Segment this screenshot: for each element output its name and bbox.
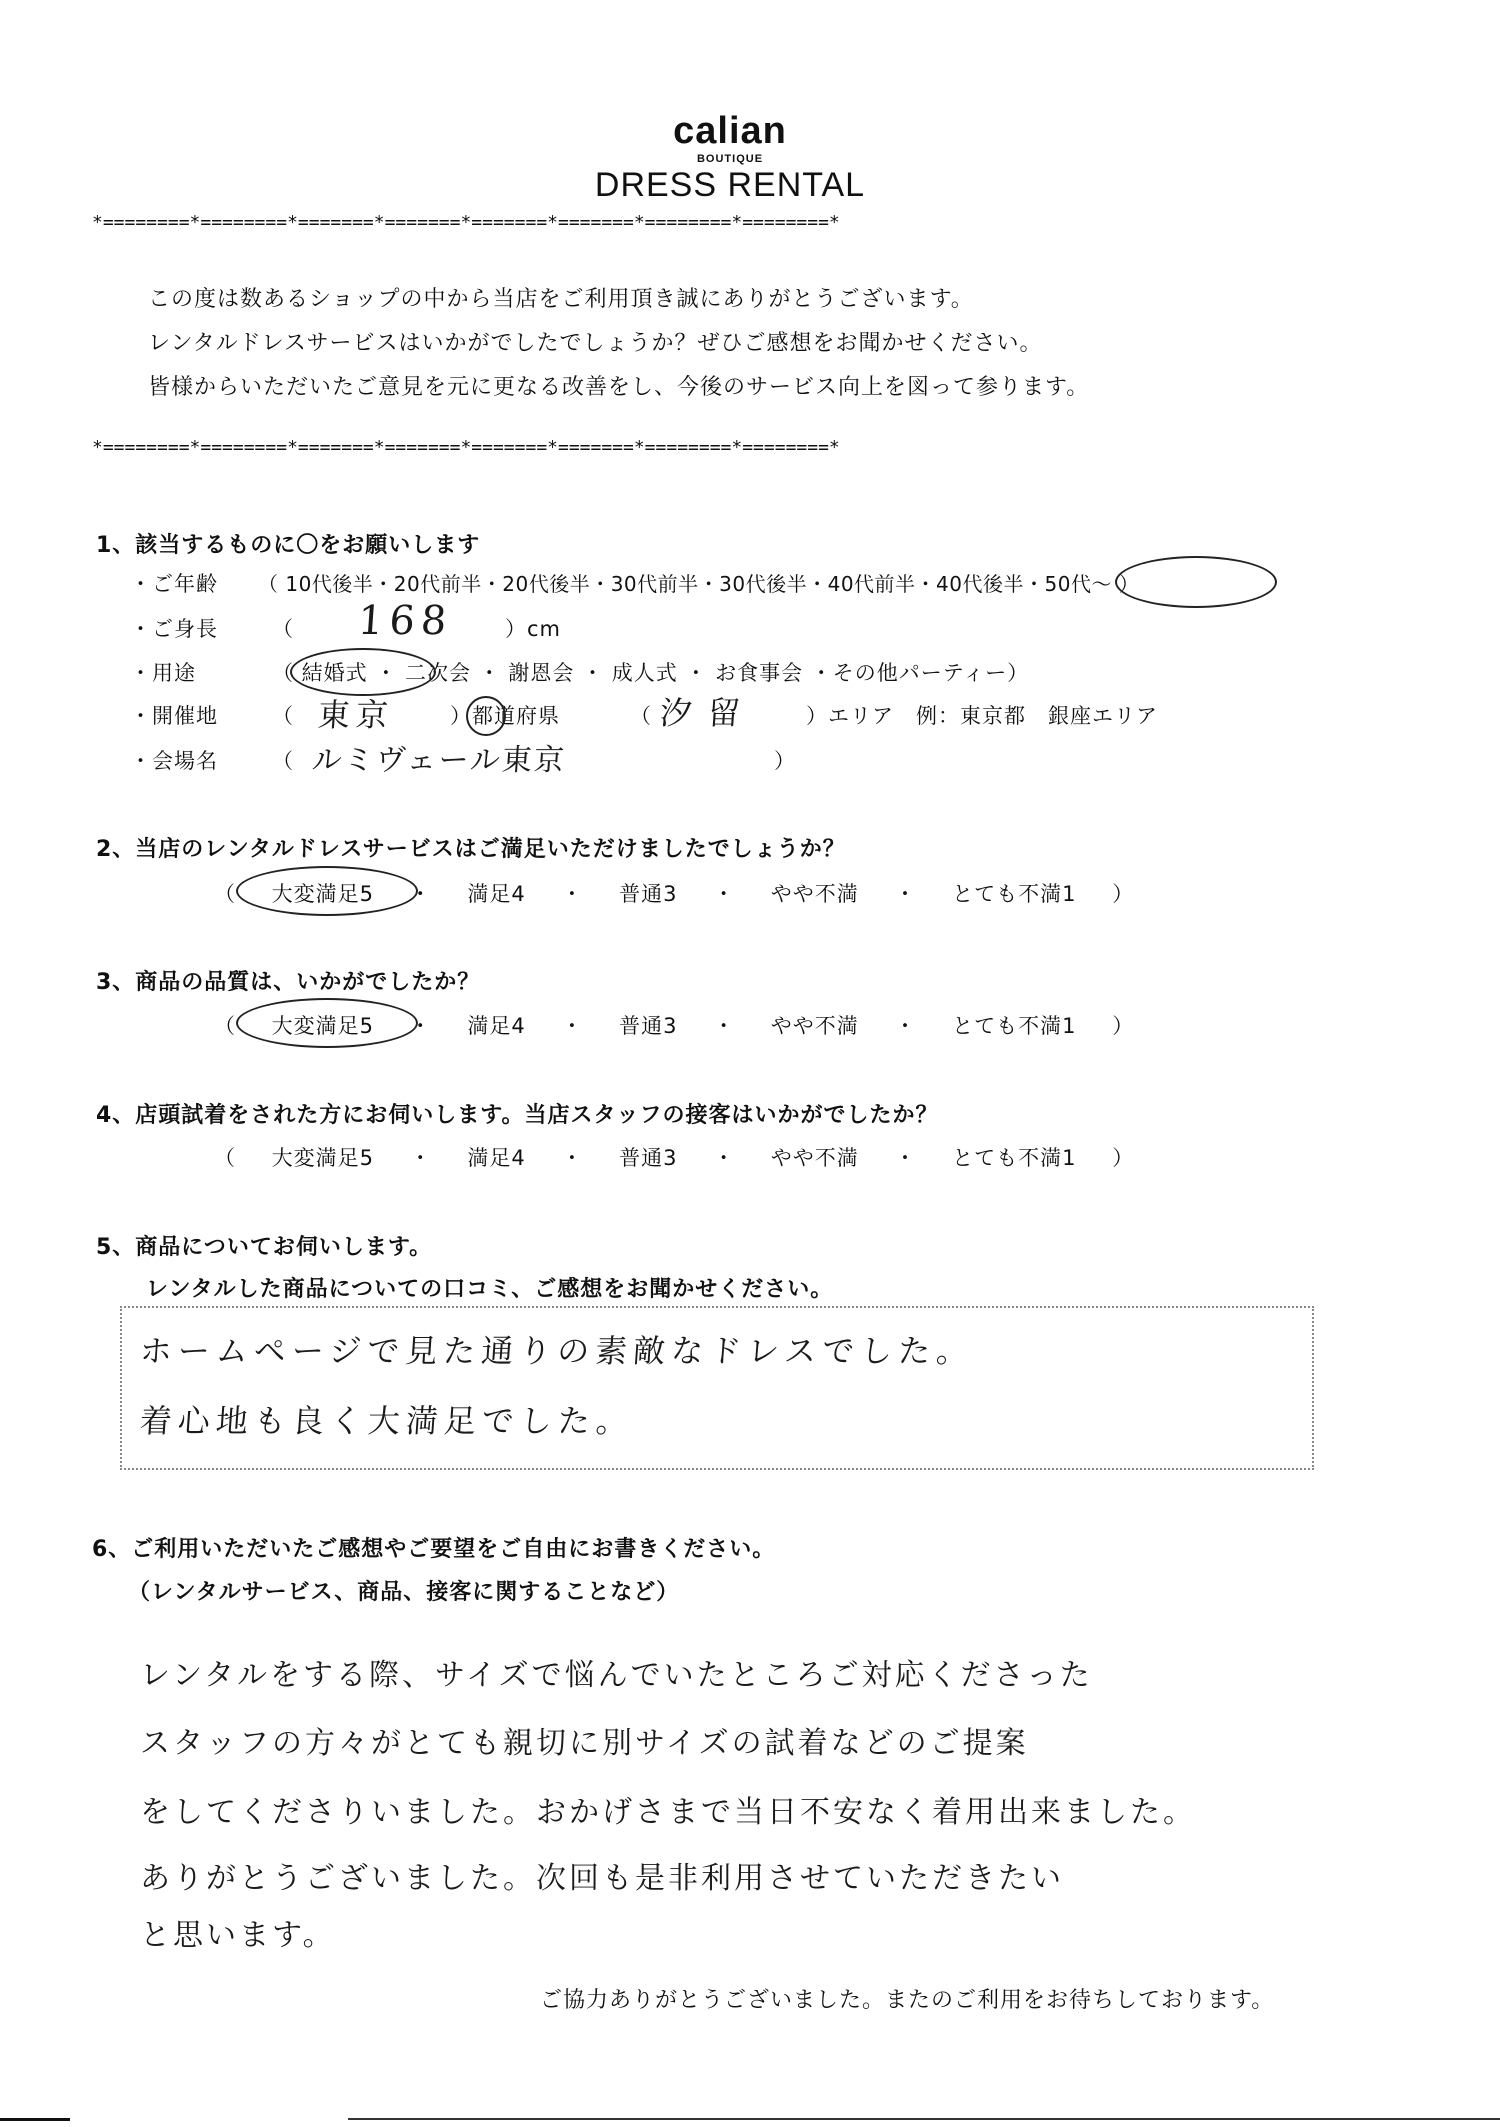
q6-answer-line-3: をしてくださりいました。おかげさまで当日不安なく着用出来ました。	[140, 1795, 1196, 1830]
q2-selection-circle	[236, 866, 418, 916]
q6-answer-line-1: レンタルをする際、サイズで悩んでいたところご対応くださった	[140, 1658, 1093, 1693]
q4-title: 4、店頭試着をされた方にお伺いします。当店スタッフの接客はいかがでしたか？	[96, 1103, 939, 1128]
bottom-edge-line-left	[0, 2118, 70, 2121]
intro-line-1: この度は数あるショップの中から当店をご利用頂き誠にありがとうございます。	[148, 287, 974, 312]
q1-venue-name-value: ルミヴェール東京	[310, 743, 568, 778]
q6-answer-line-2: スタッフの方々がとても親切に別サイズの試着などのご提案	[140, 1726, 1029, 1761]
q5-answer-line-2: 着心地も良く大満足でした。	[138, 1402, 636, 1440]
q1-venue-area-open2: （	[630, 704, 652, 728]
logo-calian: calian	[673, 110, 787, 152]
q1-venue-area-open: （	[272, 704, 294, 728]
age-selection-circle	[1115, 556, 1277, 608]
separator-bottom: *========*========*=======*=======*=======*=======*========*========*	[92, 437, 840, 458]
q5-title: 5、商品についてお伺いします。	[96, 1235, 433, 1260]
q1-venue-area-suffix: ）エリア 例：東京都 銀座エリア	[806, 704, 1158, 728]
q3-title: 3、商品の品質は、いかがでしたか？	[96, 970, 481, 995]
q1-title: 1、該当するものに〇をお願いします	[96, 533, 481, 558]
q5-subtitle: レンタルした商品についての口コミ、ご感想をお聞かせください。	[146, 1277, 834, 1302]
q1-purpose-options: （ 結婚式 ・ 二次会 ・ 謝恩会 ・ 成人式 ・ お食事会 ・その他パーティー）	[272, 661, 1030, 685]
prefecture-type-circle	[466, 696, 506, 736]
q1-venue-pref-value: 東京	[316, 696, 396, 734]
q1-height-label: ・ご身長	[130, 617, 218, 641]
q3-scale: （ 大変満足5 ・ 満足4 ・ 普通3 ・ やや不満 ・ とても不満1 ）	[214, 1014, 1135, 1038]
q6-title: 6、ご利用いただいたご感想やご要望をご自由にお書きください。	[92, 1537, 776, 1562]
separator-top: *========*========*=======*=======*=======*=======*========*========*	[92, 212, 840, 233]
q1-venue-area-label: ・開催地	[130, 704, 218, 728]
intro-line-3: 皆様からいただいたご意見を元に更なる改善をし、今後のサービス向上を図って参ります。	[148, 375, 1090, 400]
q6-subtitle: （レンタルサービス、商品、接客に関することなど）	[128, 1580, 680, 1605]
intro-line-2: レンタルドレスサービスはいかがでしたでしょうか？ぜひご感想をお聞かせください。	[148, 331, 1043, 356]
q1-height-close: ）cm	[505, 617, 562, 641]
purpose-selection-circle	[290, 648, 436, 696]
q1-age-label: ・ご年齢	[130, 572, 218, 596]
q4-scale: （ 大変満足5 ・ 満足4 ・ 普通3 ・ やや不満 ・ とても不満1 ）	[214, 1146, 1135, 1170]
q1-age-options: （ 10代後半・20代前半・20代後半・30代前半・30代後半・40代前半・40代後半・50代～ ）	[258, 572, 1140, 596]
q1-height-value: 168	[356, 598, 454, 644]
q1-height-open: （	[272, 617, 294, 641]
q1-venue-name-close: ）	[774, 749, 796, 773]
bottom-edge-line-right	[348, 2118, 1500, 2120]
q5-answer-line-1: ホームページで見た通りの素敵なドレスでした。	[138, 1332, 976, 1370]
q1-purpose-label: ・用途	[130, 661, 196, 685]
q1-venue-pref-suffix: ）都道府県	[450, 704, 560, 728]
q2-scale: （ 大変満足5 ・ 満足4 ・ 普通3 ・ やや不満 ・ とても不満1 ）	[214, 882, 1135, 906]
logo-dress-rental: DRESS RENTAL	[594, 166, 866, 204]
logo-boutique: BOUTIQUE	[696, 153, 764, 165]
q1-venue-name-open: （	[272, 749, 294, 773]
footer-thanks: ご協力ありがとうございました。またのご利用をお待ちしております。	[540, 1988, 1275, 2013]
q2-title: 2、当店のレンタルドレスサービスはご満足いただけましたでしょうか？	[96, 837, 846, 862]
q6-answer-line-4: ありがとうございました。次回も是非利用させていただきたい	[140, 1861, 1064, 1896]
q3-selection-circle	[236, 998, 418, 1048]
q1-venue-name-label: ・会場名	[130, 749, 218, 773]
q6-answer-line-5: と思います。	[140, 1918, 336, 1953]
q1-venue-area-value: 汐留	[658, 694, 758, 732]
